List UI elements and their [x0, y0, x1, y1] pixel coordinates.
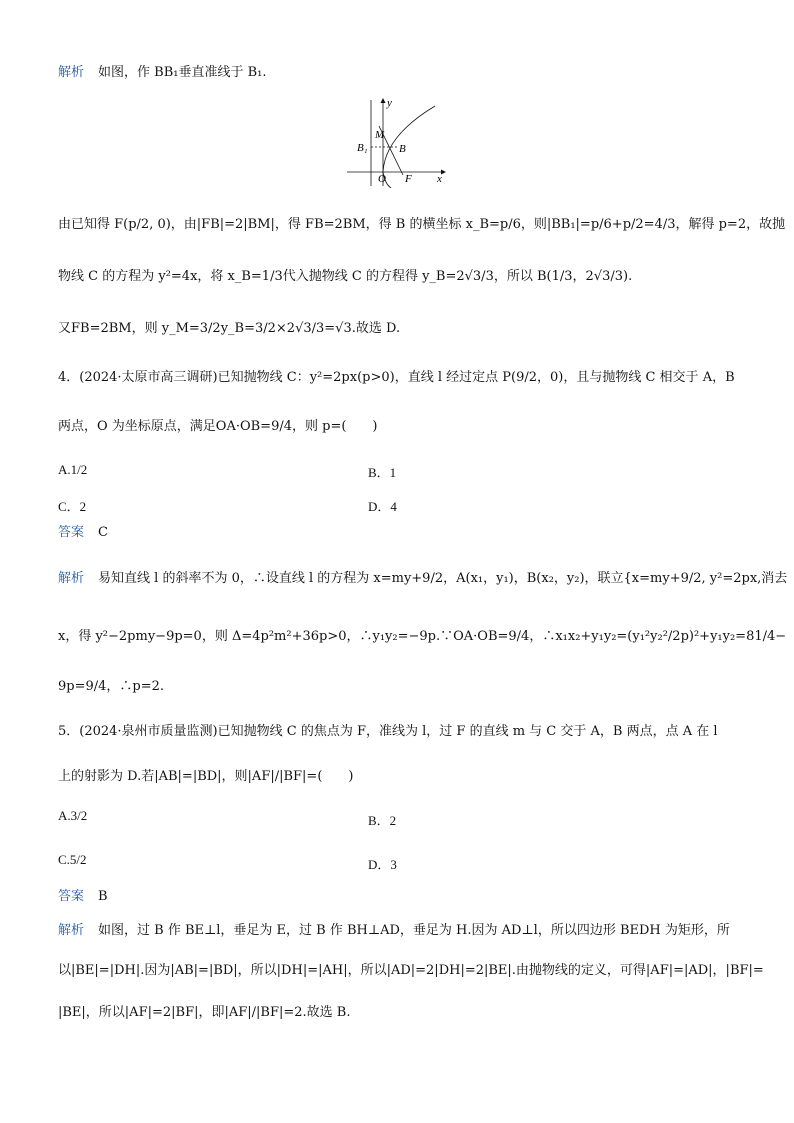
q5-solution-line-2: 以|BE|=|DH|.因为|AB|=|BD|，所以|DH|=|AH|，所以|AD|=2|DH|=2|BE|.由抛物线的定义，可得|AF|=|AD|，|BF|=	[58, 963, 764, 978]
q4-answer	[58, 524, 108, 542]
solution-label: 解析	[58, 923, 85, 938]
q4-solution-line-2: x，得 y²−2pmy−9p=0，则 Δ=4p²m²+36p>0，∴y₁y₂=−9p.∵OA·OB=9/4，∴x₁x₂+y₁y₂=(y₁²y₂²/2p)²+y₁y₂=81/4−	[58, 629, 787, 644]
q4-option-d: D．4	[368, 499, 397, 514]
solution-label: 解析	[58, 65, 85, 80]
label-B: B	[399, 143, 406, 155]
label-O: O	[378, 173, 386, 185]
q5-stem-line-1: 5．(2024·泉州市质量监测)已知抛物线 C 的焦点为 F，准线为 l，过 F 的直线 m 与 C 交于 A，B 两点，点 A 在 l	[58, 724, 718, 739]
label-x: x	[437, 173, 442, 185]
q5-option-a: A.3/2	[58, 808, 88, 823]
q4-solution-line-1	[58, 570, 787, 588]
q5-solution-text-1: 如图，过 B 作 BE⊥l，垂足为 E，过 B 作 BH⊥AD，垂足为 H.因为 AD⊥l，所以四边形 BEDH 为矩形，所	[98, 923, 730, 938]
q4-stem-line-2: 两点，O 为坐标原点，满足OA·OB=9/4，则 p=( )	[58, 419, 378, 434]
label-M: M	[375, 129, 385, 141]
solution-line-3: 又FB=2BM，则 y_M=3/2y_B=3/2×2√3/3=√3.故选 D.	[58, 321, 401, 336]
answer-label: 答案	[58, 889, 85, 904]
q5-answer-value: B	[98, 889, 108, 904]
q5-stem-line-2: 上的射影为 D.若|AB|=|BD|，则|AF|/|BF|=( )	[58, 769, 354, 784]
answer-label: 答案	[58, 525, 85, 540]
q4-stem-line-1: 4．(2024·太原市高三调研)已知抛物线 C：y²=2px(p>0)，直线 l 经过定点 P(9/2，0)，且与抛物线 C 相交于 A，B	[58, 370, 735, 385]
label-y: y	[387, 97, 392, 109]
q5-option-c: C.5/2	[58, 852, 87, 867]
solution-line-2: 物线 C 的方程为 y²=4x，将 x_B=1/3代入抛物线 C 的方程得 y_B=2√3/3，所以 B(1/3，2√3/3).	[58, 269, 633, 284]
solution-intro	[58, 64, 267, 82]
q5-solution-line-3: |BE|，所以|AF|=2|BF|，即|AF|/|BF|=2.故选 B.	[58, 1005, 351, 1020]
q4-option-c: C．2	[58, 499, 87, 514]
solution-intro-text: 如图，作 BB₁垂直准线于 B₁.	[98, 65, 267, 80]
q4-solution-text-1: 易知直线 l 的斜率不为 0，∴设直线 l 的方程为 x=my+9/2，A(x₁，y₁)，B(x₂，y₂)，联立{x=my+9/2, y²=2px,消去	[98, 571, 788, 586]
solution-line-1: 由已知得 F(p/2, 0)，由|FB|=2|BM|，得 FB=2BM，得 B 的横坐标 x_B=p/6，则|BB₁|=p/6+p/2=4/3，解得 p=2，故抛	[58, 217, 786, 232]
q5-answer	[58, 888, 108, 906]
q4-answer-value: C	[98, 525, 108, 540]
solution-label: 解析	[58, 571, 85, 586]
q4-option-b: B．1	[368, 465, 397, 480]
q5-option-d: D．3	[368, 857, 397, 872]
parabola-figure	[345, 96, 450, 188]
y-axis-arrow	[381, 98, 386, 103]
q5-option-b: B．2	[368, 813, 397, 828]
label-F: F	[405, 173, 412, 185]
q5-solution-line-1	[58, 922, 730, 940]
q4-solution-line-3: 9p=9/4，∴p=2.	[58, 679, 165, 694]
q4-option-a: A.1/2	[58, 462, 88, 477]
label-B1: B₁	[357, 142, 368, 154]
